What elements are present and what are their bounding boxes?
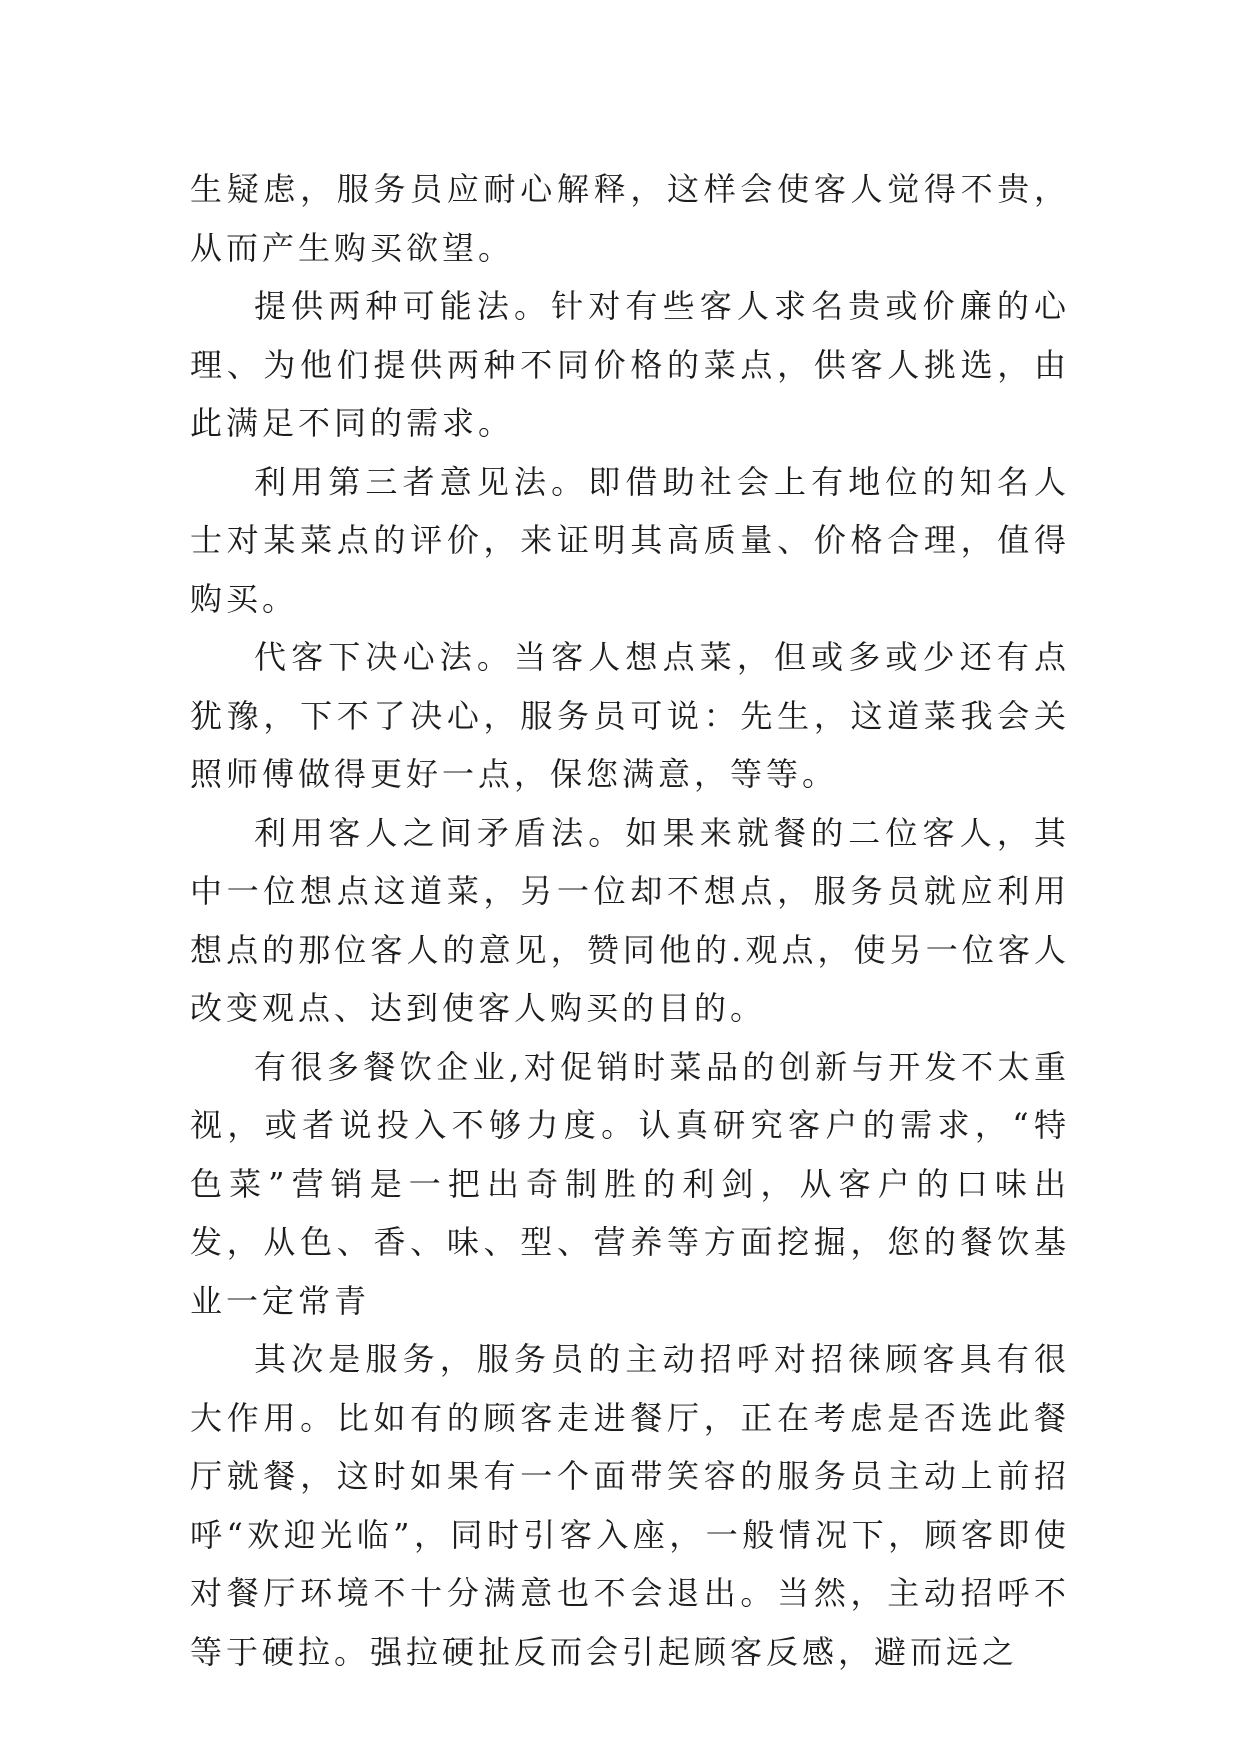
- paragraph-continuation: 生疑虑，服务员应耐心解释，这样会使客人觉得不贵，从而产生购买欲望。: [190, 170, 1070, 267]
- paragraph-third-party-opinion-method: 利用第三者意见法。即借助社会上有地位的知名人士对某菜点的评价，来证明其高质量、价格合理，值得购买。: [190, 462, 1070, 618]
- paragraph-two-options-method: 提供两种可能法。针对有些客人求名贵或价廉的心理、为他们提供两种不同价格的菜点，供客人挑选，由此满足不同的需求。: [190, 287, 1070, 442]
- paragraph-decide-for-guest-method: 代客下决心法。当客人想点菜，但或多或少还有点犹豫，下不了决心，服务员可说：先生，这道菜我会关照师傅做得更好一点，保您满意，等等。: [190, 638, 1070, 793]
- paragraph-service-greeting: 其次是服务，服务员的主动招呼对招徕顾客具有很大作用。比如有的顾客走进餐厅，正在考虑是否选此餐厅就餐，这时如果有一个面带笑容的服务员主动上前招呼“欢迎光临”，同时引客入座，一般情况下，顾客即使对餐厅环境不十分满意也不会退出。当然，主动招呼不等于硬拉。强拉硬扯反而会引起顾客反感，避而远之: [190, 1340, 1070, 1671]
- paragraph-signature-dish-marketing: 有很多餐饮企业,对促销时菜品的创新与开发不太重视，或者说投入不够力度。认真研究客户的需求，“特色菜”营销是一把出奇制胜的利剑，从客户的口味出发，从色、香、味、型、营养等方面挖掘，您的餐饮基业一定常青: [190, 1047, 1070, 1320]
- document-body: [190, 160, 1070, 1681]
- paragraph-guest-disagreement-method: 利用客人之间矛盾法。如果来就餐的二位客人，其中一位想点这道菜，另一位却不想点，服务员就应利用想点的那位客人的意见，赞同他的.观点，使另一位客人改变观点、达到使客人购买的目的。: [190, 813, 1070, 1027]
